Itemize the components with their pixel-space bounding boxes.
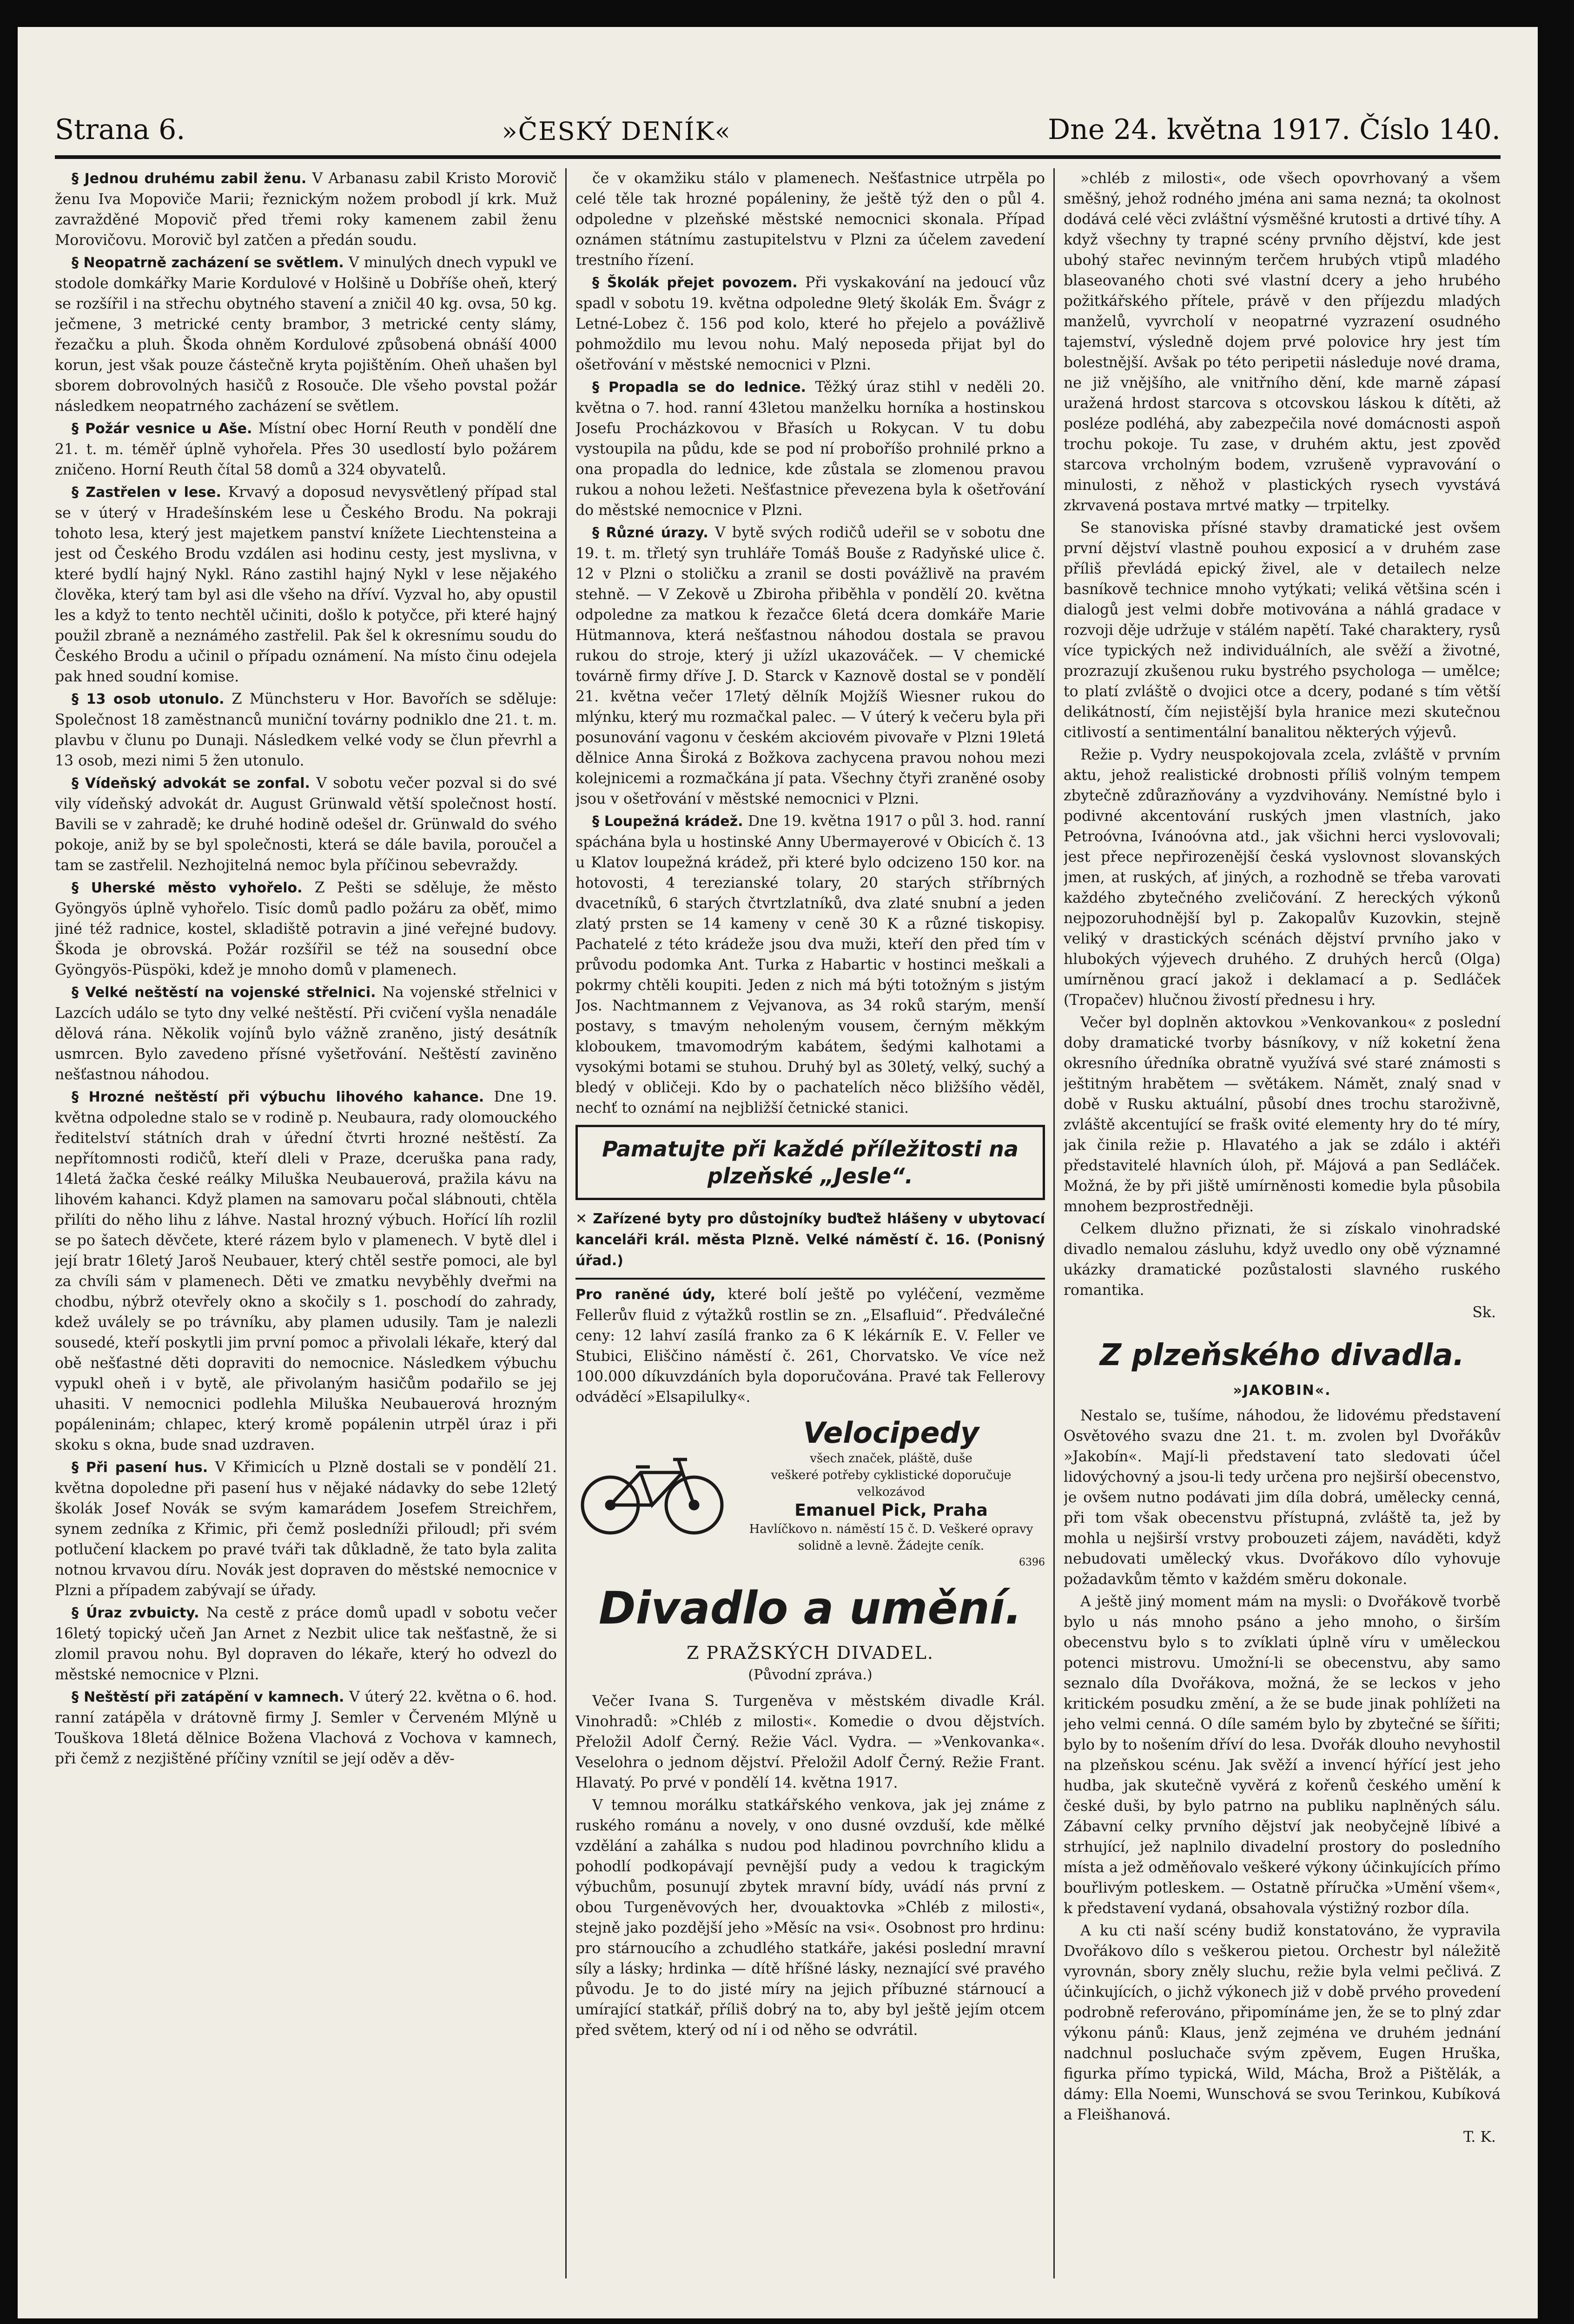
article-paragraph <box>55 1087 557 1455</box>
newspaper-page <box>18 27 1538 2318</box>
article-text: če v okamžiku stálo v plamenech. Nešťastnice utrpěla po celé těle tak hrozné popáleniny, že ještě týž den o půl 4. odpoledne v plzeňské městské nemocnici skonala. Případ oznámen státnímu zastupitelstvu v Plzni za účelem zavedení trestního řízení. <box>575 170 1045 269</box>
author-signature-2: T. K. <box>1463 2129 1496 2146</box>
article-text: Na cestě z práce domů upadl v sobotu večer 16letý topický učeň Jan Arnet z Nezbit ulice tak nešťastně, že si zlomil pravou nohu. Byl dopraven do lékaře, který ho odvezl do městské nemocnice v Plzni. <box>55 1604 557 1683</box>
article-paragraph <box>575 1691 1045 1793</box>
article-headline: § Vídeňský advokát se zonfal. <box>72 775 310 792</box>
article-paragraph <box>1064 745 1501 1010</box>
article-text: A ještě jiný moment mám na mysli: o Dvořákově tvorbě bylo u nás mnoho psáno a jeho mnoho, o širším obecenstvu bylo s to zvíklati úplně víru v uměleckou potenci mistrovu. Umožní-li se obecenstvu, aby samo seznalo díla Dvořákova, možná, že se leckos v jeho kritickém posudku změní, a že se bude jinak pohlížeti na jeho velmi cenná. O díle samém bylo by zbytečné se šířiti; bylo by to nošením dříví do lesa. Dvořák dlouho nevyhostil na plzeňskou scénu. Jak svěží a invencí hýřící jest jeho hudba, jak skutečně vyvěrá z kořenů českého umění k české duši, by bylo patrno na publiku naplněných sálu. Zábavní celky prvního dějství jak neobyčejně líbivé a strhující, jež naplnilo divadelní prostory do posledního místa a jež odměňovalo veškeré výkony účinkujících přímo bouřlivým potleskem. — Ostatně příručka »Umění všem«, k představení vydaná, obsahovala výstižný rozbor díla. <box>1064 1593 1501 1917</box>
article-paragraph <box>1064 168 1501 516</box>
column-3-review <box>1064 1406 1501 2125</box>
article-text: Večer Ivana S. Turgeněva v městském divadle Král. Vinohradů: »Chléb z milosti«. Komedie o dvou dějstvích. Přeložil Adolf Černý. Režie Václ. Vydra. — »Venkovanka«. Veselohra o jednom dějství. Přeložil Adolf Černý. Režie Frant. Hlavatý. Po prvé v pondělí 14. května 1917. <box>575 1693 1045 1791</box>
article-paragraph <box>1064 1921 1501 2125</box>
ad-jesle-text: Pamatujte při každé příležitosti na plzeňské „Jesle“. <box>602 1136 1018 1188</box>
section-title-divadlo: Divadlo a umění. <box>598 1582 1022 1634</box>
article-text: Těžký úraz stihl v neděli 20. května o 7. hod. ranní 43letou manželku horníka a hostinskou Josefu Procházkovou v Břasích u Rokycan. V tu dobu vystoupila na půdu, kde se pod ní proboříšo prohnilé prkno a ona propadla do lednice, kde zůstala se zlomenou pravou rukou a nohou ležeti. Nešťastnice převezena byla k ošetřování do městské nemocnice v Plzni. <box>575 379 1045 519</box>
article-paragraph <box>55 878 557 980</box>
article-headline: § Zastřelen v lese. <box>72 484 221 501</box>
play-title: »JAKOBIN«. <box>1233 1382 1331 1399</box>
article-text: V temnou morálku statkářského venkova, jak jej známe z ruského románu a novely, v ono dusné ovzduší, kde mělké vzdělání a zahálka s nudou pod hladinou povrchního klidu a pohodlí podkopávají pevnější pudy a vedou k tragickým výbuchům, posunují zbytek mravní bídy, uvádí nás první z obou Turgeněvových her, dvouaktovka »Chléb z milosti«, stejně jako pozdější jeho »Měsíc na vsi«. Osobnost pro hrdinu: pro stárnoucího a zchudlého statkáře, jakési poslední mravní síly a lásky; hrdinka — dítě hříšné lásky, neznající své pravého původu. Je to do jisté míry na jejich příbuzné stárnoucí a umírající statkář, příliš dobrý na to, aby byl ještě jejím otcem před světem, který od ní i od něho se odvrátil. <box>575 1797 1045 2039</box>
ad-velocipedy-line3: Havlíčkovo n. náměstí 15 č. D. Veškeré opravy <box>749 1522 1033 1536</box>
article-headline: § Různé úrazy. <box>592 525 708 541</box>
article-text: Z Pešti se sděluje, že město Gyöngyös úplně vyhořelo. Tisíc domů padlo požáru za oběť, mimo jiné též radnice, kostel, skladiště potravin a jiné veřejné budovy. Škoda je obrovská. Požár rozšířil se též na sousední obce Gyöngyös-Püspöki, kdež je mnoho domů v plamenech. <box>55 879 557 978</box>
article-paragraph <box>55 482 557 687</box>
column-1-articles <box>55 168 557 1769</box>
article-headline: § Propadla se do lednice. <box>592 379 806 396</box>
section-title-plzen: Z plzeňského divadla. <box>1099 1338 1465 1373</box>
column-3-articles <box>1064 168 1501 1301</box>
article-text: Večer byl doplněn aktovkou »Venkovankou« z poslední doby dramatické tvorby básníkovy, v níž koketní žena okresního úředníka obratně využívá své staré známosti s ještitným hrabětem — světákem. Námět, znalý snad v době v Rusku aktuální, působí dnes trochu staroživně, zvláště akcentující se frašk ovité elementy hry do té míry, jak činila režie p. Hlavatého a jak se zdálo i aktéři představitelé hlavních úloh, př. Májová a pan Sedláček. Možná, že by při jiště umírněnosti komedie byla působila mnohem bezprostředněji. <box>1064 1014 1501 1215</box>
article-text: V bytě svých rodičů udeřil se v sobotu dne 19. t. m. třletý syn truhláře Tomáš Bouše z Radyňské ulice č. 12 v Plzni o stoličku a zranil se dosti povážlivě na pravém stehně. — V Zekově u Zbiroha přiběhla v pondělí 20. května odpoledne za matkou k řezačce 6letá dcera domkáře Marie Hütmannova, která nešťastnou náhodou dostala se pravou rukou do stroje, který ji užízl ukazováček. — V chemické továrně firmy dříve J. D. Starck v Kaznově dostal se v pondělí 21. května večer 17letý dělník Mojžíš Wiesner rukou do mlýnku, který mu rozmačkal palec. — V úterý k večeru byla při posunování vagonu v českém akciovém pivovaře v Plzni 19letá dělnice Anna Široká z Božkova zachycena pravou nohou mezi kolejnicemi a rozmačkána jí pata. Všechny čtyři zraněné osoby jsou v ošetřování v městské nemocnici v Plzni. <box>575 524 1045 807</box>
ad-velocipedy-title: Velocipedy <box>803 1416 979 1450</box>
article-headline: § Uherské město vyhořelo. <box>72 880 303 896</box>
article-headline: § Úraz zvbuicty. <box>72 1605 199 1621</box>
article-paragraph <box>1064 1591 1501 1919</box>
ad-velocipedy-line4: solidně a levně. Žádejte ceník. <box>798 1539 985 1553</box>
ad-elsafluid-text: které bolí ještě po vyléčení, vezměme Fellerův fluid z výtažků rostlin se zn. „Elsafluid“. Předválečné ceny: 12 lahví zasílá franko za 6 K lékárník E. V. Feller ve Stubici, Eliščino náměstí č. 261, Chorvatsko. Ve více než 100.000 díkuvzdáních byla doporučována. Pravé tak Fellerovy odváděcí »Elsapilulky«. <box>575 1286 1045 1406</box>
article-headline: § Loupežná krádež. <box>592 813 743 830</box>
section-subhead: Z PRAŽSKÝCH DIVADEL. <box>687 1643 934 1663</box>
column-2-articles <box>575 168 1045 1118</box>
article-headline: § Jednou druhému zabil ženu. <box>72 171 307 187</box>
article-paragraph <box>55 418 557 480</box>
article-paragraph <box>1064 1406 1501 1590</box>
article-paragraph <box>55 689 557 771</box>
ad-jesle <box>575 1125 1045 1200</box>
article-text: Dne 19. května 1917 o půl 3. hod. ranní spáchána byla u hostinské Anny Ubermayerové v Obicích č. 13 u Klatov loupežná krádež, při které bylo odcizeno 150 kor. na hotovosti, 4 terezianské tolary, 20 starých stříbrných dvacetníků, 6 starých čtvrtzlatníků, dva zlaté snubní a jeden zlatý prsten se 14 kameny v ceně 30 K a různé tiskopisy. Pachatelé z této krádeže jsou dva muži, kteří den před tím v průvodu podomka Ant. Turka z Habartic v hostinci meškali a pokrmy chtěli koupiti. Jeden z nich má býti totožným s jistým Jos. Nachtmannem z Vejvanova, as 34 roků starým, menší postavy, s tmavým neholeným vousem, černým měkkým kloboukem, tmavomodrým kabátem, šedými kalhotami a vysokými botami se stuhou. Druhý byl as 30letý, velký, suchý a bledý v obličeji. Kdo by o pachatelích něco bližšího věděl, nechť to oznámí na nejbližší četnické stanici. <box>575 813 1045 1116</box>
article-headline: § Požár vesnice u Aše. <box>72 421 252 437</box>
ad-velocipedy <box>575 1416 1045 1571</box>
article-text: Na vojenské střelnici v Lazcích událo se tyto dny velké neštěstí. Při cvičení vyšla nenadále dělová rána. Několik vojínů bylo vážně zraněno, jistý desátník usmrcen. Bylo zavedeno přísné vyšetřování. Neštěstí zaviněno nešťastnou náhodou. <box>55 984 557 1083</box>
ad-separator <box>575 1278 1045 1280</box>
article-text: V Křimicích u Plzně dostali se v pondělí 21. května dopoledne při pasení hus v nějaké nádavky do sebe 12letý školák Josef Novák se svým kamarádem Josefem Streichřem, synem zedníka z Křimic, při čemž posledníži přiloudl; při svém potlučení klackem po pravé tváři tak důkladně, že tato byla zalita notnou krvavou díru. Novák jest dopraven do městské nemocnice v Plzni a případem zabývají se úřady. <box>55 1459 557 1599</box>
issue-date: Dne 24. května 1917. Číslo 140. <box>1048 113 1501 146</box>
article-paragraph <box>1064 1012 1501 1217</box>
ad-byty-text: ✕ Zařízené byty pro důstojníky buďtež hlášeny v ubytovací kanceláři král. města Plzně. Velké náměstí č. 16. (Ponisný úřad.) <box>575 1211 1045 1269</box>
ad-elsafluid <box>575 1284 1045 1407</box>
article-text: V minulých dnech vypukl ve stodole domkářky Marie Kordulové v Holšině u Dobříše oheň, který se rozšířil i na střechu obytného stavení a zničil 40 kg. ovsa, 50 kg. ječmene, 3 metrické centy brambor, 3 metrické centy slámy, řezačku a pluh. Škoda ohněm Kordulové způsobená obnáší 4000 korun, jest však pouze částečně kryta pojištěním. Oheň uhašen byl sborem dobrovolných hasičů z Rosouče. Dle všeho povstal požár následkem neopatrného zacházení se světlem. <box>55 254 557 415</box>
ad-velocipedy-line2: veškeré potřeby cyklistické doporučuje velkozávod <box>771 1468 1012 1499</box>
column-2 <box>575 168 1045 2288</box>
page-number: Strana 6. <box>55 113 185 146</box>
ad-elsafluid-lead: Pro raněné údy, <box>575 1287 716 1303</box>
ad-velocipedy-number: 6396 <box>1019 1557 1045 1568</box>
article-paragraph <box>55 773 557 876</box>
article-text: V sobotu večer pozval si do své vily vídeňský advokát dr. August Grünwald větší společnost hostí. Bavili se v zahradě; ke druhé hodině odešel dr. Grünwald do svého pokoje, aniž by se byl společnosti, která se dále bavila, poroučel a tam se zastřelil. Nezhojitelná nemoc byla příčinou sebevraždy. <box>55 775 557 874</box>
column-3 <box>1064 168 1501 2288</box>
column-divider-1 <box>565 168 567 2278</box>
article-paragraph <box>1064 1219 1501 1301</box>
article-headline: § Velké neštěstí na vojenské střelnici. <box>72 984 376 1001</box>
bicycle-icon <box>575 1449 729 1538</box>
article-headline: § Neštěstí při zatápění v kamnech. <box>72 1689 344 1705</box>
newspaper-name: »ČESKÝ DENÍK« <box>502 117 731 146</box>
article-text: A ku cti naší scény budiž konstatováno, že vypravila Dvořákovo dílo s veškerou pietou. Orchestr byl náležitě vyrovnán, sbory zněly sluchu, režie byla velmi pečlivá. Z účinkujících, o jichž výkonech již v době prvého provedení podrobně referováno, připomínáme jen, že se to plný zdar výkonu pánů: Klaus, jenž zejména ve druhém jednání nadchnul posluchače svým zpěvem, Eugen Hruška, figurka přímo typická, Wild, Mácha, Brož a Pištělák, a dámy: Ella Noemi, Wunschová se svou Terinkou, Kubíková a Fleišhanová. <box>1064 1922 1501 2123</box>
article-text: V Arbanasu zabil Kristo Morovič ženu Iva Mopoviče Marii; řeznickým nožem probodl jí krk. Muž zavražděné Mopovič před třemi roky kamenem zabil ženu Morovičovu. Morovič byl zatčen a předán soudu. <box>55 170 557 249</box>
article-text: Krvavý a doposud nevysvětlený případ stal se v úterý v Hradešínském lese u Českého Brodu. Na pokraji tohoto lesa, který jest majetkem panství knížete Liechtensteina a jest od Českého Brodu vzdálen asi hodinu cesty, jest myslivna, v které bydlí hajný Nykl. Ráno zastihl hajný Nykl v lese nějakého člověka, který tam byl asi dle všeho na dříví. Vyzval ho, aby opustil les a když to tento nechtěl učiniti, došlo k potyčce, při které hajný použil zbraně a neznámého zastřelil. Pak šel k okresnímu soudu do Českého Brodu a učinil o případu oznámení. Na místo činu odejela pak hned soudní komise. <box>55 484 557 685</box>
article-paragraph <box>55 1687 557 1769</box>
article-text: Dne 19. května odpoledne stalo se v rodině p. Neubaura, rady olomouckého ředitelství státních drah v úřední čtvrti hrozné neštěstí. Za nepřítomnosti rodičů, kteří dleli v Praze, dceruška pana rady, 14letá žačka české reálky Miluška Neubauerová, pražila kávu na lihovém kahanci. Když plamen na samovaru počal slábnouti, chtěla přilíti do něho lihu z láhve. Nastal hrozný výbuch. Hořící líh rozlil se po šatech děvčete, které rázem bylo v plamenech. V bytě dlel i její bratr 16letý Jaroš Neubauer, který chtěl sestře pomoci, ale byl za chvíli sám v plamenech. Děti ve zmatku nevyběhly dveřmi na chodbu, nýbrž otevřely okno a skočily s 1. poschodí do zahrady, kdež uválely se po trávníku, aby plamen udusily. Tam je nalezli sousedé, kteří poskytli jim první pomoc a přivolali lékaře, který dal obě nešťastné děti dopraviti do nemocnice. Následkem výbuchu vypukl oheň i v bytě, ale přivolaným hasičům podařilo se jej uhasiti. V nemocnici podlehla Miluška Neubauerová hrozným popáleninám; chlapec, který kromě popálenin utrpěl úraz i při skoku s okna, bude snad uzdraven. <box>55 1089 557 1453</box>
article-text: Z Münchsteru v Hor. Bavořích se sděluje: Společnost 18 zaměstnanců muniční továrny podniklo dne 21. t. m. plavbu v člunu po Dunaji. Následkem velké vody se člun převrhl a 13 osob, mezi nimi 5 žen utonulo. <box>55 691 557 769</box>
article-paragraph <box>55 252 557 416</box>
article-paragraph <box>575 377 1045 521</box>
author-signature-1: Sk. <box>1472 1304 1496 1321</box>
article-paragraph <box>575 1795 1045 2040</box>
article-paragraph <box>575 168 1045 271</box>
section-subsubhead: (Původní zpráva.) <box>748 1667 873 1683</box>
column-divider-2 <box>1053 168 1055 2278</box>
article-text: Celkem dlužno přiznati, že si získalo vinohradské divadlo nemalou zásluhu, když uvedlo ony obě významné ukázky dramatické pozůstalosti slavného ruského romantika. <box>1064 1221 1501 1299</box>
article-text: »chléb z milosti«, ode všech opovrhovaný a všem směšný, jehož rodného jména ani sama nezná; ta okolnost dodává celé věci zvláštní výsměšné krutosti a drtivé tíhy. A když všechny ty trapné scény prvního dějství, kde jest ubohý stařec nevinným terčem hrubých vtipů mladého blaseovaného choti své vlastní dcery a jeho hrubého požitkářského přítele, právě v den příjezdu mladých manželů, vyvrcholí v neopatrné vyzrazení osudného tajemství, výsledně dojem prvé polovice hry jest tím bolestnější. Avšak po této peripetii následuje nové drama, ne již vnějšího, ale vnitřního dění, kde marně zápasí uražená hrdost starcova s otcovskou láskou k dítěti, až posléze podléhá, aby zabezpečila nové domácnosti aspoň trochu pokoje. Tu zase, v druhém aktu, jest zpověď starcova vrcholným bodem, vzrušeně vypravování o minulosti, z něhož v plastických rysech vyvstává zkrvavená postava mrtvé matky — trpitelky. <box>1064 170 1501 514</box>
article-paragraph <box>55 982 557 1085</box>
article-text: Nestalo se, tušíme, náhodou, že lidovému představení Osvětového svazu dne 21. t. m. zvolen byl Dvořákův »Jakobín«. Mají-li představení tato sledovati účel lidovýchovný a jsou-li tedy určena pro nejširší obecenstvo, je ovšem nutno podávati jim díla dobrá, umělecky cenná, při tom však obecenstvu přístupná, zvláště ta, jež by mohla u nejširší vrstvy probouzeti zájem, naváděti, když nebudovati umělecký vkus. Dvořákovo dílo vyhovuje požadavkům těmto v každém směru dokonale. <box>1064 1407 1501 1588</box>
page-header <box>55 101 1501 146</box>
article-paragraph <box>575 522 1045 809</box>
article-headline: § Neopatrně zacházení se světlem. <box>72 255 344 271</box>
article-paragraph <box>575 811 1045 1118</box>
article-headline: § Hrozné neštěstí při výbuchu lihového kahance. <box>72 1089 484 1105</box>
article-text: Režie p. Vydry neuspokojovala zcela, zvláště v prvním aktu, jehož realistické drobnosti příliš volným tempem zbytečně zdůrazňovány a vyzdvihovány. Nemístné bylo i podivné akcentování ruských jmen vlastních, jako Petroóvna, Ivánoóvna atd., jak všichni herci vyslovovali; jest přece nepřirozenější česká vyslovnost slovanských jmen, at ruských, ať jiných, a rozhodně se třeba varovati každého zbytečného zveličování. Z hereckých výkonů nejpozoruhodnější byl p. Zakopalův Kuzovkin, stejně veliký v drastických scénách dějství prvního jako v hlubokých výjevech druhého. Z druhých herců (Olga) umírněnou grací jakož i deklamací a p. Sedláček (Tropačev) hlučnou živostí přednesu i hry. <box>1064 746 1501 1009</box>
column-2-theatre-articles <box>575 1691 1045 2040</box>
article-paragraph <box>55 1603 557 1685</box>
article-text: Se stanoviska přísné stavby dramatické jest ovšem první dějství vlastně pouhou exposicí a v druhém zase příliš převládá epický živel, ale v detailech nelze basníkově technice mnoho vytýkati; veliká většina scén i dialogů jest velmi dobře motivována a náhlá gradace v rozvoji děje udržuje v stálém napětí. Také charaktery, rysů více typických než individuálních, ale svěží a životné, prozrazují zkušenou ruku bystrého psychologa — umělce; to platí zvláště o dvojici otce a dcery, podané s tím větší delikátností, čím nejistější byla hranice mezi skutečnou citlivostí a sentimentální banalitou některých výjevů. <box>1064 520 1501 741</box>
header-rule <box>55 155 1501 159</box>
ad-velocipedy-name: Emanuel Pick, Praha <box>794 1501 988 1520</box>
article-paragraph <box>55 168 557 251</box>
article-headline: § 13 osob utonulo. <box>72 691 225 707</box>
article-headline: § Školák přejet povozem. <box>592 275 798 291</box>
article-text: Místní obec Horní Reuth v pondělí dne 21. t. m. téměř úplně vyhořela. Přes 30 usedlostí bylo požárem zničeno. Horní Reuth čítal 58 domů a 324 obyvatelů. <box>55 420 557 478</box>
article-paragraph <box>575 272 1045 375</box>
article-headline: § Při pasení hus. <box>72 1459 208 1476</box>
article-paragraph <box>55 1457 557 1601</box>
ad-byty <box>575 1208 1045 1271</box>
article-text: Při vyskakování na jedoucí vůz spadl v sobotu 19. května odpoledne 9letý školák Em. Švágr z Letné-Lobez č. 156 pod kolo, které ho přejelo a povážlivě pohmoždilo mu levou nohu. Malý neposeda přijat byl do ošetřování v městské nemocnici v Plzni. <box>575 274 1045 373</box>
article-paragraph <box>1064 518 1501 743</box>
ad-velocipedy-line1: všech značek, pláště, duše <box>810 1452 972 1466</box>
article-text: V úterý 22. května o 6. hod. ranní zatápěla v drátovně firmy J. Semler v Červeném Mlýně u Touškova 18letá dělnice Božena Vlachová z Vochova v kamnech, při čemž z nezjištěné příčiny vznítil se její oděv a děv- <box>55 1689 557 1767</box>
column-1 <box>55 168 557 2288</box>
ad-velocipedy-text <box>737 1416 1045 1571</box>
